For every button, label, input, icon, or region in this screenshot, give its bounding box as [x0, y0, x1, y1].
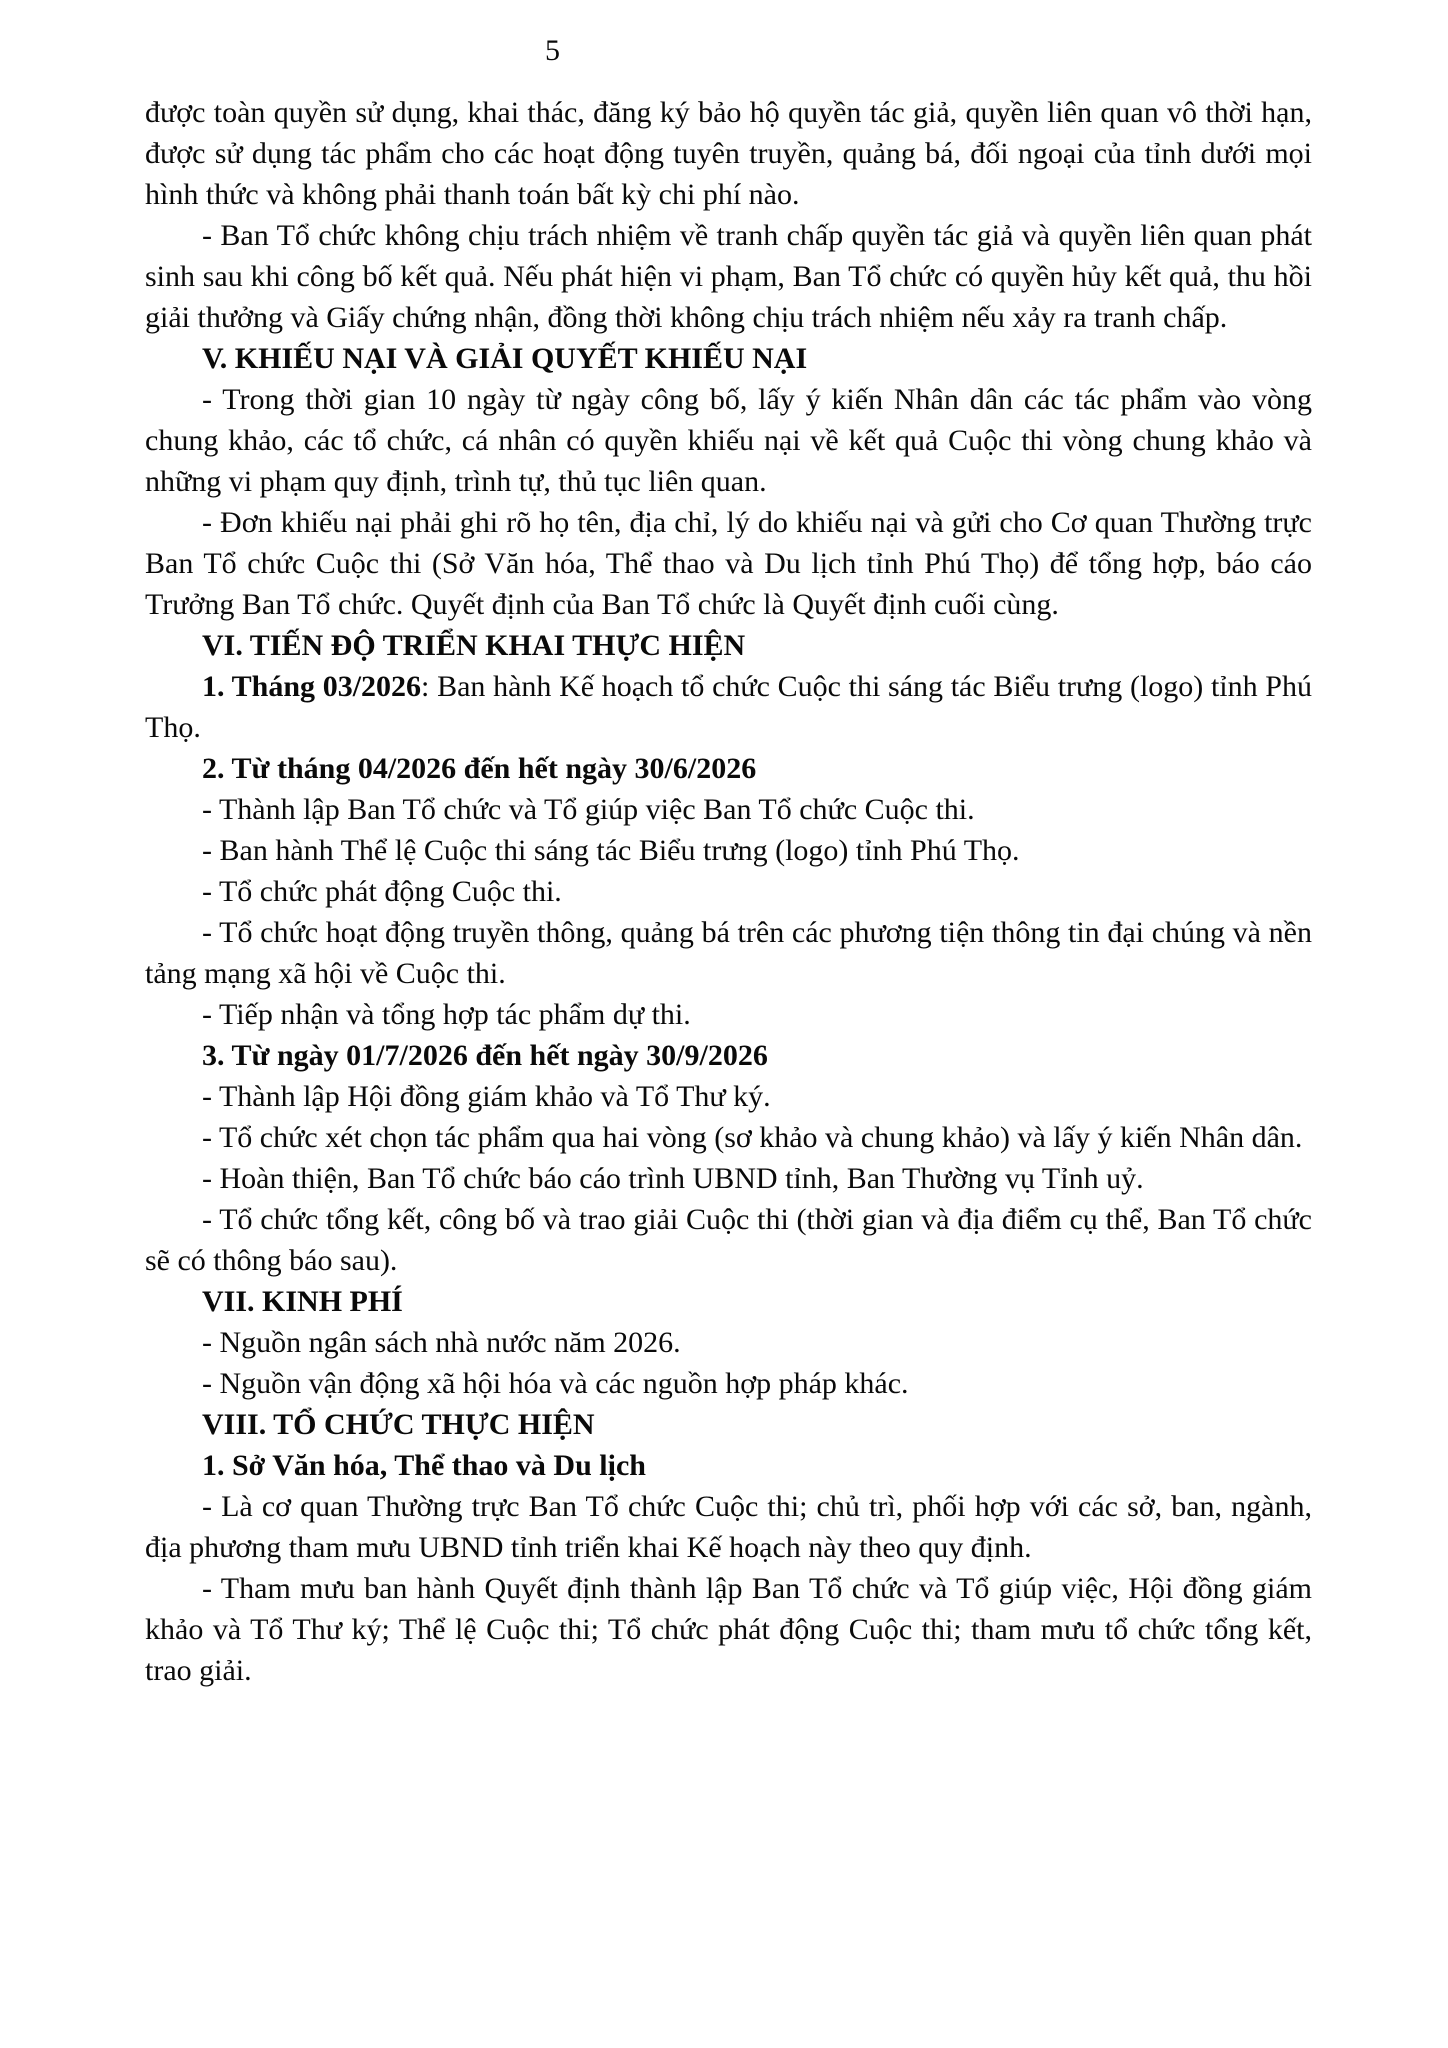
paragraph: - Là cơ quan Thường trực Ban Tổ chức Cuộc thi; chủ trì, phối hợp với các sở, ban, ngành, địa phương tham mưu UBND tỉnh triển khai Kế hoạch này theo quy định. [145, 1490, 1312, 1564]
paragraph: được toàn quyền sử dụng, khai thác, đăng ký bảo hộ quyền tác giả, quyền liên quan vô thời hạn, được sử dụng tác phẩm cho các hoạt động tuyên truyền, quảng bá, đối ngoại của tỉnh dưới mọi hình thức và không phải thanh toán bất kỳ chi phí nào. [145, 96, 1312, 211]
paragraph: - Tổ chức xét chọn tác phẩm qua hai vòng (sơ khảo và chung khảo) và lấy ý kiến Nhân dân. [202, 1121, 1303, 1154]
paragraph: - Trong thời gian 10 ngày từ ngày công bố, lấy ý kiến Nhân dân các tác phẩm vào vòng chung khảo, các tổ chức, cá nhân có quyền khiếu nại về kết quả Cuộc thi vòng chung khảo và những vi phạm quy định, trình tự, thủ tục liên quan. [145, 383, 1312, 498]
section-heading: 2. Từ tháng 04/2026 đến hết ngày 30/6/2026 [202, 752, 757, 785]
paragraph: - Thành lập Ban Tổ chức và Tổ giúp việc Ban Tổ chức Cuộc thi. [202, 793, 975, 826]
section-heading: VI. TIẾN ĐỘ TRIỂN KHAI THỰC HIỆN [202, 629, 746, 662]
paragraph: - Tổ chức hoạt động truyền thông, quảng bá trên các phương tiện thông tin đại chúng và nền tảng mạng xã hội về Cuộc thi. [145, 916, 1312, 990]
page-number: 5 [545, 34, 560, 67]
paragraph: - Nguồn ngân sách nhà nước năm 2026. [202, 1326, 681, 1359]
paragraph: - Đơn khiếu nại phải ghi rõ họ tên, địa chỉ, lý do khiếu nại và gửi cho Cơ quan Thường trực Ban Tổ chức Cuộc thi (Sở Văn hóa, Thể thao và Du lịch tỉnh Phú Thọ) để tổng hợp, báo cáo Trưởng Ban Tổ chức. Quyết định của Ban Tổ chức là Quyết định cuối cùng. [145, 506, 1312, 621]
section-heading: VII. KINH PHÍ [202, 1285, 403, 1318]
section-heading: 1. Sở Văn hóa, Thể thao và Du lịch [202, 1449, 646, 1482]
section-heading: 3. Từ ngày 01/7/2026 đến hết ngày 30/9/2026 [202, 1039, 768, 1072]
paragraph: 1. Tháng 03/2026: Ban hành Kế hoạch tổ chức Cuộc thi sáng tác Biểu trưng (logo) tỉnh Phú Thọ. [145, 670, 1312, 744]
section-heading: VIII. TỔ CHỨC THỰC HIỆN [202, 1408, 595, 1441]
paragraph: - Tổ chức phát động Cuộc thi. [202, 875, 562, 908]
paragraph: - Thành lập Hội đồng giám khảo và Tổ Thư ký. [202, 1080, 771, 1113]
section-heading: V. KHIẾU NẠI VÀ GIẢI QUYẾT KHIẾU NẠI [202, 342, 808, 375]
paragraph: - Ban hành Thể lệ Cuộc thi sáng tác Biểu trưng (logo) tỉnh Phú Thọ. [202, 834, 1020, 867]
paragraph: - Hoàn thiện, Ban Tổ chức báo cáo trình UBND tỉnh, Ban Thường vụ Tỉnh uỷ. [202, 1162, 1144, 1195]
paragraph: - Tổ chức tổng kết, công bố và trao giải Cuộc thi (thời gian và địa điểm cụ thể, Ban Tổ chức sẽ có thông báo sau). [145, 1203, 1312, 1277]
paragraph: - Tham mưu ban hành Quyết định thành lập Ban Tổ chức và Tổ giúp việc, Hội đồng giám khảo và Tổ Thư ký; Thể lệ Cuộc thi; Tổ chức phát động Cuộc thi; tham mưu tổ chức tổng kết, trao giải. [145, 1572, 1312, 1687]
paragraph: - Tiếp nhận và tổng hợp tác phẩm dự thi. [202, 998, 691, 1031]
document-body [145, 92, 1312, 1691]
paragraph: - Ban Tổ chức không chịu trách nhiệm về tranh chấp quyền tác giả và quyền liên quan phát sinh sau khi công bố kết quả. Nếu phát hiện vi phạm, Ban Tổ chức có quyền hủy kết quả, thu hồi giải thưởng và Giấy chứng nhận, đồng thời không chịu trách nhiệm nếu xảy ra tranh chấp. [145, 219, 1312, 334]
paragraph: - Nguồn vận động xã hội hóa và các nguồn hợp pháp khác. [202, 1367, 909, 1400]
